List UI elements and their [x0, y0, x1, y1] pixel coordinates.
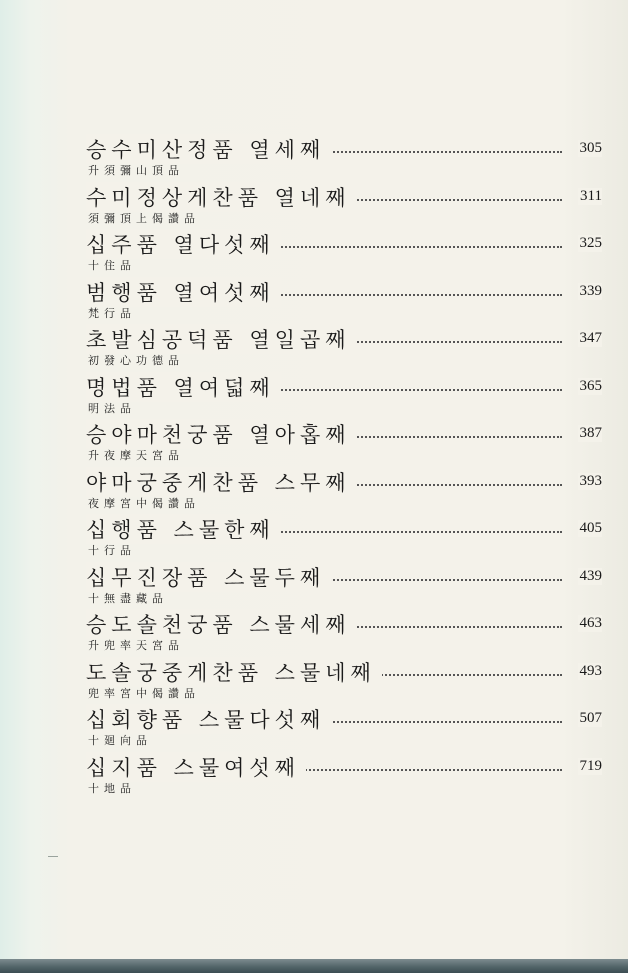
entry-hanja: 初發心功德品: [88, 354, 184, 367]
entry-title: 승야마천궁품 열아홉째: [86, 419, 357, 449]
page-number: 393: [579, 472, 602, 489]
page-number: 347: [579, 330, 602, 346]
page-number: 305: [579, 140, 602, 156]
entry-hanja: 升兜率天宮品: [88, 639, 184, 652]
entry-hanja: 十廻向品: [88, 734, 152, 747]
toc-entry: [86, 182, 602, 230]
toc-entry: [86, 324, 602, 372]
entry-title: 수미정상게찬품 열네째: [86, 182, 357, 212]
toc-entry: [86, 467, 602, 515]
entry-hanja: 兜率宮中偈讚品: [88, 686, 200, 700]
toc-entry: [86, 657, 602, 705]
toc-entry: [86, 277, 602, 325]
toc-entry: [86, 372, 602, 420]
page-number: 507: [579, 710, 602, 726]
entry-title: 십주품 열다섯째: [86, 229, 281, 259]
toc-entry: [86, 229, 602, 277]
entry-title: 십행품 스물한째: [86, 514, 281, 544]
entry-hanja: 須彌頂上偈讚品: [88, 211, 200, 225]
toc-entry: [86, 134, 602, 182]
entry-title: 초발심공덕품 열일곱째: [86, 324, 357, 354]
entry-hanja: 明法品: [88, 401, 136, 415]
entry-title: 십무진장품 스물두째: [86, 562, 331, 592]
toc-entry: [86, 562, 602, 610]
book-cover-edge: [0, 959, 628, 973]
toc-entry: [86, 609, 602, 657]
page-number: 339: [579, 282, 602, 299]
entry-title: 승수미산정품 열세째: [86, 134, 331, 164]
toc-entry: [86, 514, 602, 562]
entry-hanja: 升夜摩天宮品: [88, 449, 184, 462]
entry-title: 승도솔천궁품 스물세째: [86, 609, 357, 639]
entry-hanja: 夜摩宮中偈讚品: [88, 496, 200, 510]
entry-title: 명법품 열여덟째: [86, 372, 281, 402]
toc-entry: [86, 419, 602, 467]
page-number: 493: [579, 662, 602, 679]
entry-hanja: 十地品: [88, 781, 136, 795]
entry-hanja: 梵行品: [88, 306, 136, 320]
page-number: 365: [579, 377, 602, 394]
page-number: 325: [579, 235, 602, 251]
entry-title: 십지품 스물여섯째: [86, 752, 306, 782]
entry-hanja: 十住品: [88, 259, 136, 272]
entry-title: 십회향품 스물다섯째: [86, 704, 331, 734]
page-number: 311: [580, 187, 602, 204]
entry-hanja: 十無盡藏品: [88, 591, 168, 605]
page-number: 439: [579, 567, 602, 584]
toc-entry: [86, 752, 602, 800]
page-number: 405: [579, 520, 602, 536]
entry-hanja: 升須彌山頂品: [88, 164, 184, 177]
page-number: 719: [579, 757, 602, 774]
toc-entry: [86, 704, 602, 752]
table-of-contents: [86, 134, 602, 799]
page-number: 463: [579, 615, 602, 631]
page-number: 387: [579, 425, 602, 441]
entry-title: 도솔궁중게찬품 스물네째: [86, 657, 382, 687]
entry-hanja: 十行品: [88, 544, 136, 557]
entry-title: 범행품 열여섯째: [86, 277, 281, 307]
page-edge-mark: [48, 856, 58, 857]
entry-title: 야마궁중게찬품 스무째: [86, 467, 357, 497]
